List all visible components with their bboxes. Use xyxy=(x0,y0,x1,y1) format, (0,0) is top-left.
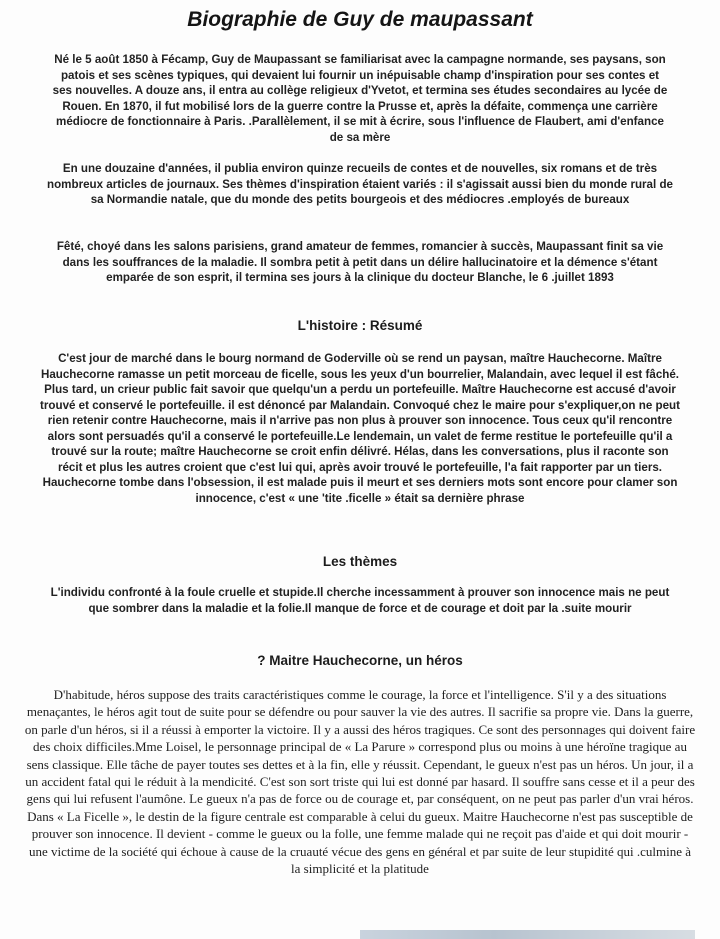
summary-paragraph: C'est jour de marché dans le bourg normand de Goderville où se rend un paysan, maître Hauchecorne. Maître Hauchecorne ramasse un petit morceau de ficelle, sous les yeux d'un bourrelier, Malandain, avec lequel il est fâché. Plus tard, un crieur public fait savoir que quelqu'un a perdu un portefeuille. Maître Hauchecorne est accusé d'avoir trouvé et conservé le portefeuille. il est dénoncé par Malandain. Convoqué chez le maire pour s'expliquer,on ne peut rien retenir contre Hauchecorne, mais il n'arrive pas non plus à prouver son innocence. Tous ceux qu'il rencontre alors sont persuadés qu'il a conservé le portefeuille.Le lendemain, un valet de ferme restitue le portefeuille qu'il a trouvé sur la route; maître Hauchecorne se croit enfin délivré. Hélas, dans les conversations, plus il raconte son récit et plus les autres croient que c'est lui qui, après avoir trouvé le portefeuille, l'a fait rapporter par un tiers. Hauchecorne tombe dans l'obsession, il est malade puis il meurt et ses derniers mots sont encore pour clamer son innocence, c'est « une 'tite .ficelle » était sa dernière phrase xyxy=(40,352,680,505)
bio-paragraph-3: Fêté, choyé dans les salons parisiens, grand amateur de femmes, romancier à succès, Maupassant finit sa vie dans les souffrances de la maladie. Il sombra petit à petit dans un délire hallucinatoire et la démence s'étant emparée de son esprit, il termina ses jours à la clinique du docteur Blanche, le 6 .juillet 1893 xyxy=(56,240,664,284)
page-title: Biographie de Guy de maupassant xyxy=(187,8,533,31)
hero-paragraph: D'habitude, héros suppose des traits caractéristiques comme le courage, la force et l'intelligence. S'il y a des situations menaçantes, le héros agit tout de suite pour se défendre ou pour sauver la vie des autres. Il sacrifie sa propre vie. Dans la guerre, on parle d'un héros, si il a réussi à emporter la victoire. Il y a aussi des héros tragiques. Ce sont des personnages qui doivent faire des choix difficiles.Mme Loisel, le personnage principal de « La Parure » correspond plus ou moins à une héroïne tragique au sens classique. Elle tâche de payer toutes ses dettes et à la fin, elle y réussit. Cependant, le gueux n'est pas un héros. Un jour, il a un accident fatal qui le réduit à la mendicité. C'est son sort triste qui lui est donné par hasard. Il souffre sans cesse et il a peur des gens qui lui refusent l'aumône. Le gueux n'a pas de force ou de courage et, par conséquent, on ne peut pas parler d'un vrai héros. Dans « La Ficelle », le destin de la figure centrale est comparable à celui du gueux. Maitre Hauchecorne n'est pas susceptible de prouver son innocence. Il devient - comme le gueux ou la folle, une femme malade qui ne reçoit pas d'aide et qui doit mourir - une victime de la société qui échoue à cause de la cruauté vécue des gens en général et par suite de leur stupidité qui .culmine à la simplicité et la platitude xyxy=(24,687,696,877)
summary-heading: L'histoire : Résumé xyxy=(297,318,423,333)
bio-paragraph-2: En une douzaine d'années, il publia environ quinze recueils de contes et de nouvelles, six romans et de très nombreux articles de journaux. Ses thèmes d'inspiration étaient variés : il s'agissait aussi bien du monde rural de sa Normandie natale, que du monde des petits bourgeois et des médiocres .employés de bureaux xyxy=(47,162,673,206)
bio-paragraph-1: Né le 5 août 1850 à Fécamp, Guy de Maupassant se familiarisat avec la campagne normande, ses paysans, son patois et ses scènes typiques, qui devaient lui fournir un inépuisable champ d'inspiration pour ses contes et ses nouvelles. A douze ans, il entra au collège religieux d'Yvetot, et termina ses études secondaires au lycée de Rouen. En 1870, il fut mobilisé lors de la guerre contre la Prusse et, après la défaite, commença une carrière médiocre de fonctionnaire à Paris. .Parallèlement, il se mit à écrire, sous l'influence de Flaubert, ami d'enfance de sa mère xyxy=(52,53,668,144)
themes-paragraph: L'individu confronté à la foule cruelle et stupide.Il cherche incessamment à prouver son innocence mais ne peut que sombrer dans la maladie et la folie.Il manque de force et de courage et doit par la .suite mourir xyxy=(50,586,670,615)
partial-image-strip xyxy=(360,930,695,939)
themes-heading: Les thèmes xyxy=(322,554,398,569)
hero-heading: ? Maitre Hauchecorne, un héros xyxy=(257,653,463,668)
